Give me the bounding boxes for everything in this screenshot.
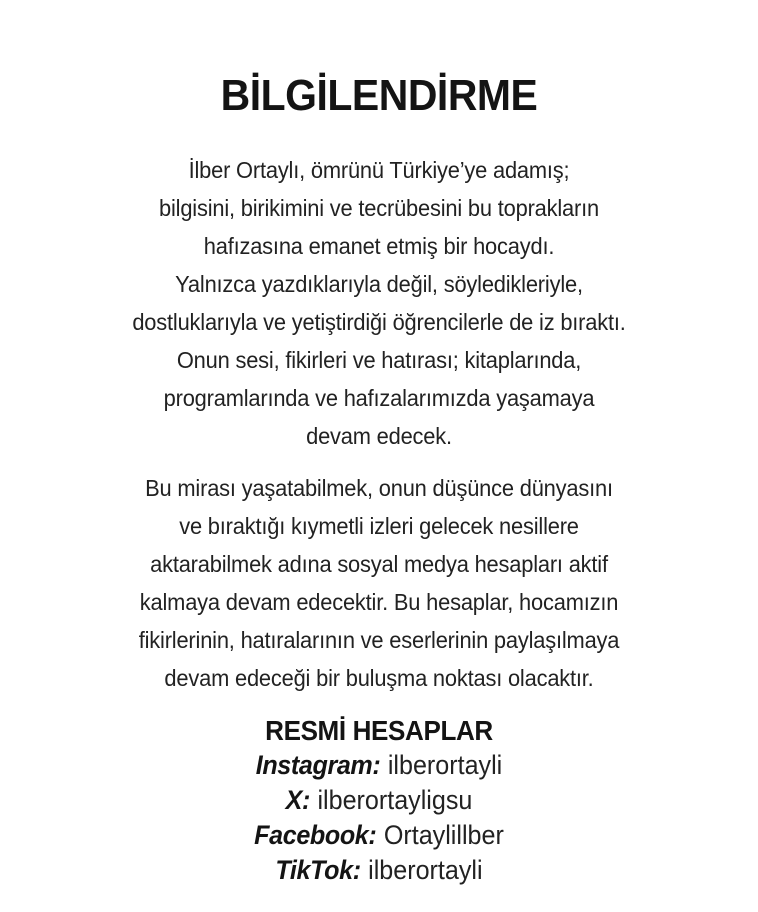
account-row-facebook [27, 818, 732, 853]
paragraph-line: Onun sesi, fikirleri ve hatırası; kitaplarında, [176, 346, 582, 373]
account-platform-label: Facebook: [254, 819, 377, 850]
paragraph-line: dostluklarıyla ve yetiştirdiği öğrencilerle de iz bıraktı. [132, 308, 626, 335]
paragraph-line: kalmaya devam edecektir. Bu hesaplar, hocamızın [139, 588, 619, 615]
paragraph-line: ve bıraktığı kıymetli izleri gelecek nesillere [179, 512, 579, 539]
paragraph-line: programlarında ve hafızalarımızda yaşamaya [163, 384, 595, 411]
paragraph-line: Yalnızca yazdıklarıyla değil, söyledikleriyle, [175, 270, 583, 297]
account-platform-label: X: [285, 784, 311, 815]
paragraph-line: İlber Ortaylı, ömrünü Türkiye’ye adamış; [188, 156, 570, 183]
account-row-instagram [27, 748, 732, 783]
paragraph-line: fikirlerinin, hatıralarının ve eserlerinin paylaşılmaya [138, 626, 620, 653]
account-row-tiktok [27, 853, 732, 888]
page-title: BİLGİLENDİRME [220, 71, 538, 120]
paragraph-line: aktarabilmek adına sosyal medya hesapları aktif [150, 550, 608, 577]
account-handle: ilberortayli [387, 749, 503, 780]
account-row-x [27, 783, 732, 818]
paragraph-line: devam edecek. [306, 422, 452, 449]
account-handle: Ortaylillber [383, 819, 504, 850]
account-platform-label: TikTok: [275, 854, 361, 885]
paragraph-line: Bu mirası yaşatabilmek, onun düşünce dünyasını [145, 474, 613, 501]
paragraph-line: bilgisini, birikimini ve tecrübesini bu toprakların [159, 194, 599, 221]
official-accounts-section [27, 713, 732, 888]
account-handle: ilberortayligsu [317, 784, 473, 815]
paragraph-line: devam edeceği bir buluşma noktası olacaktır. [164, 664, 594, 691]
account-handle: ilberortayli [368, 854, 483, 885]
paragraph-line: hafızasına emanet etmiş bir hocaydı. [203, 232, 555, 259]
intro-paragraph [27, 151, 732, 455]
accounts-heading: RESMİ HESAPLAR [265, 714, 493, 746]
account-platform-label: Instagram: [255, 749, 381, 780]
legacy-paragraph [27, 469, 732, 697]
content-column [27, 0, 732, 888]
